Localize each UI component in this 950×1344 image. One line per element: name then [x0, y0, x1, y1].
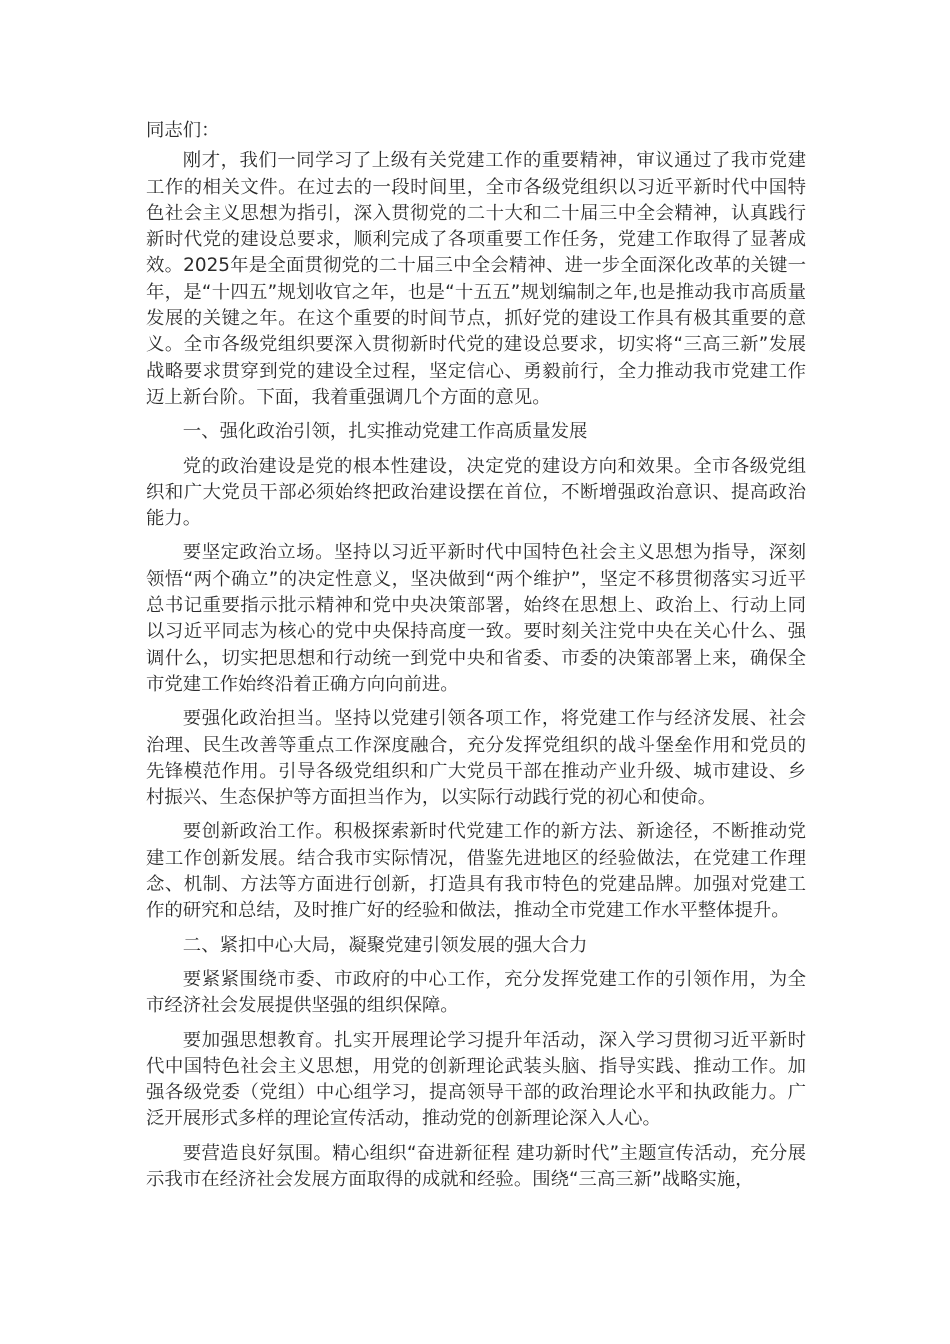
- paragraph: 要创新政治工作。积极探索新时代党建工作的新方法、新途径，不断推动党建工作创新发展。结合我市实际情况，借鉴先进地区的经验做法，在党建工作理念、机制、方法等方面进行创新，打造具有我市特色的党建品牌。加强对党建工作的研究和总结，及时推广好的经验和做法，推动全市党建工作水平整体提升。: [146, 821, 806, 922]
- section-heading-2: 二、紧扣中心大局，凝聚党建引领发展的强大合力: [182, 934, 588, 956]
- paragraph: 党的政治建设是党的根本性建设，决定党的建设方向和效果。全市各级党组织和广大党员干部必须始终把政治建设摆在首位，不断增强政治意识、提高政治能力。: [146, 455, 806, 530]
- section-heading-1: 一、强化政治引领，扎实推动党建工作高质量发展: [182, 421, 588, 443]
- paragraph: 要坚定政治立场。坚持以习近平新时代中国特色社会主义思想为指导，深刻领悟“两个确立”的决定性意义，坚决做到“两个维护”，坚定不移贯彻落实习近平总书记重要指示批示精神和党中央决策部署，始终在思想上、政治上、行动上同以习近平同志为核心的党中央保持高度一致。要时刻关注党中央在关心什么、强调什么，切实把思想和行动统一到党中央和省委、市委的决策部署上来，确保全市党建工作始终沿着正确方向向前进。: [146, 542, 806, 695]
- paragraph-intro: 刚才，我们一同学习了上级有关党建工作的重要精神，审议通过了我市党建工作的相关文件。在过去的一段时间里，全市各级党组织以习近平新时代中国特色社会主义思想为指引，深入贯彻党的二十大和二十届三中全会精神，认真践行新时代党的建设总要求，顺利完成了各项重要工作任务，党建工作取得了显著成效。2025年是全面贯彻党的二十届三中全会精神、进一步全面深化改革的关键一年，是“十四五”规划收官之年，也是“十五五”规划编制之年,也是推动我市高质量发展的关键之年。在这个重要的时间节点，抓好党的建设工作具有极其重要的意义。全市各级党组织要深入贯彻新时代党的建设总要求，切实将“三高三新”发展战略要求贯穿到党的建设全过程，坚定信心、勇毅前行，全力推动我市党建工作迈上新台阶。下面，我着重强调几个方面的意见。: [146, 150, 806, 408]
- paragraph: 要营造良好氛围。精心组织“奋进新征程 建功新时代”主题宣传活动，充分展示我市在经济社会发展方面取得的成就和经验。围绕“三高三新”战略实施，: [146, 1142, 806, 1190]
- paragraph: 要紧紧围绕市委、市政府的中心工作，充分发挥党建工作的引领作用，为全市经济社会发展提供坚强的组织保障。: [146, 968, 806, 1017]
- paragraph: 要强化政治担当。坚持以党建引领各项工作，将党建工作与经济发展、社会治理、民生改善等重点工作深度融合，充分发挥党组织的战斗堡垒作用和党员的先锋模范作用。引导各级党组织和广大党员干部在推动产业升级、城市建设、乡村振兴、生态保护等方面担当作为，以实际行动践行党的初心和使命。: [146, 708, 806, 809]
- paragraph: 要加强思想教育。扎实开展理论学习提升年活动，深入学习贯彻习近平新时代中国特色社会主义思想，用党的创新理论武装头脑、指导实践、推动工作。加强各级党委（党组）中心组学习，提高领导干部的政治理论水平和执政能力。广泛开展形式多样的理论宣传活动，推动党的创新理论深入人心。: [146, 1029, 806, 1130]
- document-body: [146, 118, 806, 1201]
- salutation: 同志们：: [146, 120, 220, 141]
